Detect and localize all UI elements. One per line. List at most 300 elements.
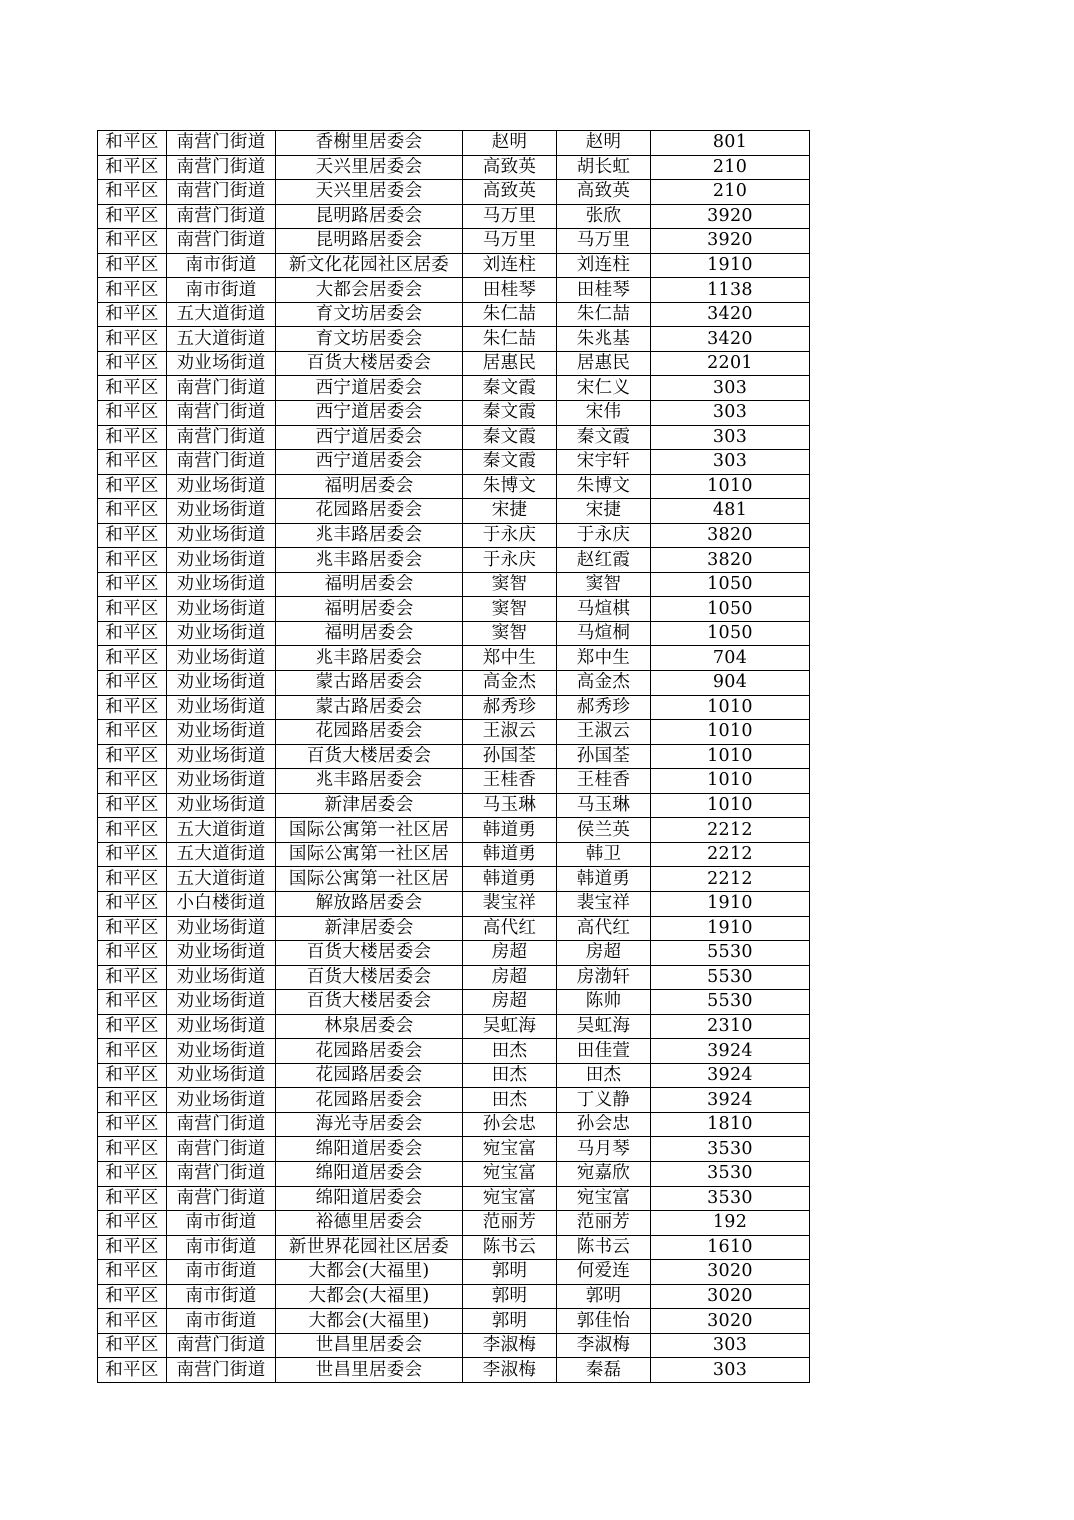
table-row (98, 818, 810, 843)
table-row (98, 769, 810, 794)
household-head-cell: 马万里 (463, 204, 557, 229)
household-head-cell: 朱博文 (463, 474, 557, 499)
household-head-cell: 田杰 (463, 1039, 557, 1064)
household-head-cell: 郭明 (463, 1309, 557, 1334)
community-cell: 昆明路居委会 (276, 229, 463, 254)
community-cell: 福明居委会 (276, 572, 463, 597)
member-name-cell: 孙会忠 (557, 1112, 651, 1137)
street-cell: 南营门街道 (167, 1112, 276, 1137)
table-row (98, 229, 810, 254)
number-cell: 1910 (651, 253, 810, 278)
member-name-cell: 高代红 (557, 916, 651, 941)
street-cell: 劝业场街道 (167, 793, 276, 818)
street-cell: 五大道街道 (167, 818, 276, 843)
district-cell: 和平区 (98, 621, 167, 646)
household-head-cell: 于永庆 (463, 548, 557, 573)
member-name-cell: 王桂香 (557, 769, 651, 794)
number-cell: 3020 (651, 1260, 810, 1285)
member-name-cell: 宋宇轩 (557, 450, 651, 475)
district-cell: 和平区 (98, 229, 167, 254)
street-cell: 南市街道 (167, 253, 276, 278)
district-cell: 和平区 (98, 180, 167, 205)
district-cell: 和平区 (98, 1137, 167, 1162)
number-cell: 303 (651, 425, 810, 450)
number-cell: 5530 (651, 965, 810, 990)
household-head-cell: 裴宝祥 (463, 891, 557, 916)
district-cell: 和平区 (98, 965, 167, 990)
household-head-cell: 韩道勇 (463, 842, 557, 867)
table-row (98, 1161, 810, 1186)
table-row (98, 1088, 810, 1113)
community-cell: 绵阳道居委会 (276, 1161, 463, 1186)
household-head-cell: 宛宝富 (463, 1186, 557, 1211)
household-head-cell: 李淑梅 (463, 1333, 557, 1358)
community-cell: 花园路居委会 (276, 1063, 463, 1088)
district-cell: 和平区 (98, 253, 167, 278)
district-cell: 和平区 (98, 572, 167, 597)
table-row (98, 572, 810, 597)
table-row (98, 474, 810, 499)
street-cell: 劝业场街道 (167, 941, 276, 966)
number-cell: 1010 (651, 695, 810, 720)
number-cell: 3420 (651, 327, 810, 352)
table-row (98, 965, 810, 990)
district-cell: 和平区 (98, 1063, 167, 1088)
household-head-cell: 韩道勇 (463, 818, 557, 843)
district-cell: 和平区 (98, 351, 167, 376)
street-cell: 劝业场街道 (167, 744, 276, 769)
number-cell: 1010 (651, 793, 810, 818)
household-head-cell: 田杰 (463, 1088, 557, 1113)
community-cell: 西宁道居委会 (276, 401, 463, 426)
street-cell: 南市街道 (167, 1211, 276, 1236)
household-head-cell: 居惠民 (463, 351, 557, 376)
street-cell: 劝业场街道 (167, 671, 276, 696)
number-cell: 481 (651, 499, 810, 524)
community-cell: 绵阳道居委会 (276, 1137, 463, 1162)
member-name-cell: 宛嘉欣 (557, 1161, 651, 1186)
street-cell: 劝业场街道 (167, 572, 276, 597)
table-row (98, 548, 810, 573)
number-cell: 1810 (651, 1112, 810, 1137)
number-cell: 3920 (651, 229, 810, 254)
number-cell: 1010 (651, 744, 810, 769)
household-head-cell: 秦文霞 (463, 376, 557, 401)
district-cell: 和平区 (98, 499, 167, 524)
household-head-cell: 孙会忠 (463, 1112, 557, 1137)
table-row (98, 695, 810, 720)
district-cell: 和平区 (98, 891, 167, 916)
street-cell: 南营门街道 (167, 425, 276, 450)
table-row (98, 990, 810, 1015)
number-cell: 1050 (651, 621, 810, 646)
community-cell: 林泉居委会 (276, 1014, 463, 1039)
district-cell: 和平区 (98, 1358, 167, 1383)
street-cell: 劝业场街道 (167, 720, 276, 745)
district-cell: 和平区 (98, 1284, 167, 1309)
number-cell: 3530 (651, 1161, 810, 1186)
community-cell: 国际公寓第一社区居 (276, 867, 463, 892)
member-name-cell: 韩道勇 (557, 867, 651, 892)
member-name-cell: 郝秀珍 (557, 695, 651, 720)
member-name-cell: 李淑梅 (557, 1333, 651, 1358)
member-name-cell: 胡长虹 (557, 155, 651, 180)
street-cell: 南营门街道 (167, 131, 276, 156)
number-cell: 3420 (651, 302, 810, 327)
community-cell: 新津居委会 (276, 916, 463, 941)
community-cell: 育文坊居委会 (276, 302, 463, 327)
number-cell: 1910 (651, 916, 810, 941)
table-row (98, 1309, 810, 1334)
number-cell: 2201 (651, 351, 810, 376)
street-cell: 南营门街道 (167, 180, 276, 205)
community-cell: 新津居委会 (276, 793, 463, 818)
community-cell: 世昌里居委会 (276, 1358, 463, 1383)
member-name-cell: 田桂琴 (557, 278, 651, 303)
member-name-cell: 马煊桐 (557, 621, 651, 646)
district-cell: 和平区 (98, 548, 167, 573)
member-name-cell: 郭明 (557, 1284, 651, 1309)
street-cell: 南营门街道 (167, 155, 276, 180)
household-head-cell: 窦智 (463, 621, 557, 646)
street-cell: 劝业场街道 (167, 916, 276, 941)
number-cell: 303 (651, 450, 810, 475)
community-cell: 花园路居委会 (276, 499, 463, 524)
community-cell: 大都会(大福里) (276, 1309, 463, 1334)
member-name-cell: 陈书云 (557, 1235, 651, 1260)
table-body (98, 131, 810, 1383)
street-cell: 南市街道 (167, 1284, 276, 1309)
number-cell: 1010 (651, 474, 810, 499)
district-cell: 和平区 (98, 1333, 167, 1358)
table-row (98, 499, 810, 524)
street-cell: 南营门街道 (167, 229, 276, 254)
street-cell: 南营门街道 (167, 1161, 276, 1186)
household-head-cell: 窦智 (463, 597, 557, 622)
community-cell: 裕德里居委会 (276, 1211, 463, 1236)
member-name-cell: 窦智 (557, 572, 651, 597)
street-cell: 劝业场街道 (167, 1039, 276, 1064)
community-cell: 天兴里居委会 (276, 155, 463, 180)
member-name-cell: 房渤轩 (557, 965, 651, 990)
table-row (98, 1014, 810, 1039)
street-cell: 劝业场街道 (167, 990, 276, 1015)
member-name-cell: 陈帅 (557, 990, 651, 1015)
district-cell: 和平区 (98, 1161, 167, 1186)
community-cell: 新文化花园社区居委 (276, 253, 463, 278)
household-head-cell: 马万里 (463, 229, 557, 254)
district-cell: 和平区 (98, 818, 167, 843)
member-name-cell: 郭佳怡 (557, 1309, 651, 1334)
community-cell: 花园路居委会 (276, 1039, 463, 1064)
table-row (98, 131, 810, 156)
community-cell: 百货大楼居委会 (276, 965, 463, 990)
member-name-cell: 宋捷 (557, 499, 651, 524)
table-row (98, 1211, 810, 1236)
district-cell: 和平区 (98, 695, 167, 720)
household-head-cell: 秦文霞 (463, 450, 557, 475)
community-cell: 解放路居委会 (276, 891, 463, 916)
member-name-cell: 马玉琳 (557, 793, 651, 818)
number-cell: 801 (651, 131, 810, 156)
table-row (98, 744, 810, 769)
district-cell: 和平区 (98, 1235, 167, 1260)
table-row (98, 523, 810, 548)
district-cell: 和平区 (98, 155, 167, 180)
member-name-cell: 赵明 (557, 131, 651, 156)
street-cell: 劝业场街道 (167, 351, 276, 376)
number-cell: 1050 (651, 597, 810, 622)
household-head-cell: 高致英 (463, 155, 557, 180)
member-name-cell: 高金杰 (557, 671, 651, 696)
community-cell: 蒙古路居委会 (276, 695, 463, 720)
community-cell: 育文坊居委会 (276, 327, 463, 352)
street-cell: 劝业场街道 (167, 597, 276, 622)
community-cell: 蒙古路居委会 (276, 671, 463, 696)
number-cell: 3530 (651, 1137, 810, 1162)
member-name-cell: 朱兆基 (557, 327, 651, 352)
number-cell: 3820 (651, 548, 810, 573)
member-name-cell: 丁义静 (557, 1088, 651, 1113)
community-cell: 兆丰路居委会 (276, 646, 463, 671)
table-row (98, 278, 810, 303)
household-head-cell: 刘连柱 (463, 253, 557, 278)
table-row (98, 450, 810, 475)
number-cell: 303 (651, 401, 810, 426)
member-name-cell: 裴宝祥 (557, 891, 651, 916)
table-row (98, 842, 810, 867)
district-cell: 和平区 (98, 1211, 167, 1236)
member-name-cell: 高致英 (557, 180, 651, 205)
community-cell: 百货大楼居委会 (276, 744, 463, 769)
table-row (98, 1137, 810, 1162)
number-cell: 2212 (651, 842, 810, 867)
number-cell: 1610 (651, 1235, 810, 1260)
district-cell: 和平区 (98, 671, 167, 696)
street-cell: 南营门街道 (167, 1186, 276, 1211)
table-row (98, 793, 810, 818)
number-cell: 2212 (651, 867, 810, 892)
member-name-cell: 孙国荃 (557, 744, 651, 769)
number-cell: 904 (651, 671, 810, 696)
household-head-cell: 王淑云 (463, 720, 557, 745)
member-name-cell: 马万里 (557, 229, 651, 254)
number-cell: 3920 (651, 204, 810, 229)
street-cell: 南市街道 (167, 1309, 276, 1334)
table-row (98, 327, 810, 352)
district-cell: 和平区 (98, 916, 167, 941)
district-cell: 和平区 (98, 990, 167, 1015)
street-cell: 劝业场街道 (167, 1014, 276, 1039)
table-row (98, 425, 810, 450)
street-cell: 南营门街道 (167, 1137, 276, 1162)
member-name-cell: 秦磊 (557, 1358, 651, 1383)
community-cell: 天兴里居委会 (276, 180, 463, 205)
district-cell: 和平区 (98, 450, 167, 475)
community-cell: 兆丰路居委会 (276, 548, 463, 573)
household-head-cell: 朱仁喆 (463, 327, 557, 352)
household-head-cell: 高金杰 (463, 671, 557, 696)
district-cell: 和平区 (98, 597, 167, 622)
number-cell: 1910 (651, 891, 810, 916)
number-cell: 210 (651, 180, 810, 205)
district-cell: 和平区 (98, 1186, 167, 1211)
district-cell: 和平区 (98, 1260, 167, 1285)
district-cell: 和平区 (98, 720, 167, 745)
community-cell: 国际公寓第一社区居 (276, 842, 463, 867)
street-cell: 南市街道 (167, 1235, 276, 1260)
street-cell: 南营门街道 (167, 450, 276, 475)
street-cell: 五大道街道 (167, 302, 276, 327)
household-head-cell: 陈书云 (463, 1235, 557, 1260)
household-head-cell: 高致英 (463, 180, 557, 205)
district-cell: 和平区 (98, 1112, 167, 1137)
street-cell: 小白楼街道 (167, 891, 276, 916)
district-cell: 和平区 (98, 744, 167, 769)
district-cell: 和平区 (98, 474, 167, 499)
member-name-cell: 韩卫 (557, 842, 651, 867)
district-cell: 和平区 (98, 376, 167, 401)
community-cell: 花园路居委会 (276, 1088, 463, 1113)
table-row (98, 1186, 810, 1211)
number-cell: 3924 (651, 1039, 810, 1064)
household-head-cell: 房超 (463, 965, 557, 990)
community-cell: 西宁道居委会 (276, 376, 463, 401)
street-cell: 南营门街道 (167, 376, 276, 401)
household-head-cell: 郭明 (463, 1260, 557, 1285)
district-cell: 和平区 (98, 523, 167, 548)
district-cell: 和平区 (98, 1039, 167, 1064)
street-cell: 劝业场街道 (167, 646, 276, 671)
community-cell: 新世界花园社区居委 (276, 1235, 463, 1260)
table-row (98, 253, 810, 278)
community-cell: 大都会居委会 (276, 278, 463, 303)
household-head-cell: 窦智 (463, 572, 557, 597)
household-head-cell: 郑中生 (463, 646, 557, 671)
table-row (98, 1260, 810, 1285)
street-cell: 劝业场街道 (167, 965, 276, 990)
street-cell: 五大道街道 (167, 867, 276, 892)
table-row (98, 1358, 810, 1383)
number-cell: 704 (651, 646, 810, 671)
household-head-cell: 郭明 (463, 1284, 557, 1309)
street-cell: 劝业场街道 (167, 523, 276, 548)
street-cell: 劝业场街道 (167, 474, 276, 499)
district-cell: 和平区 (98, 842, 167, 867)
table-row (98, 155, 810, 180)
community-cell: 绵阳道居委会 (276, 1186, 463, 1211)
member-name-cell: 刘连柱 (557, 253, 651, 278)
street-cell: 劝业场街道 (167, 1063, 276, 1088)
community-cell: 百货大楼居委会 (276, 941, 463, 966)
household-head-cell: 赵明 (463, 131, 557, 156)
household-head-cell: 宛宝富 (463, 1137, 557, 1162)
table-row (98, 1333, 810, 1358)
community-cell: 昆明路居委会 (276, 204, 463, 229)
street-cell: 劝业场街道 (167, 548, 276, 573)
community-cell: 西宁道居委会 (276, 425, 463, 450)
number-cell: 303 (651, 376, 810, 401)
number-cell: 3020 (651, 1309, 810, 1334)
member-name-cell: 宋伟 (557, 401, 651, 426)
district-cell: 和平区 (98, 769, 167, 794)
street-cell: 南营门街道 (167, 1333, 276, 1358)
number-cell: 3924 (651, 1063, 810, 1088)
household-head-cell: 高代红 (463, 916, 557, 941)
district-cell: 和平区 (98, 131, 167, 156)
member-name-cell: 朱博文 (557, 474, 651, 499)
number-cell: 1010 (651, 720, 810, 745)
table-row (98, 351, 810, 376)
street-cell: 劝业场街道 (167, 1088, 276, 1113)
street-cell: 劝业场街道 (167, 769, 276, 794)
member-name-cell: 田杰 (557, 1063, 651, 1088)
table-row (98, 916, 810, 941)
member-name-cell: 范丽芳 (557, 1211, 651, 1236)
member-name-cell: 于永庆 (557, 523, 651, 548)
table-row (98, 376, 810, 401)
district-cell: 和平区 (98, 1014, 167, 1039)
number-cell: 303 (651, 1358, 810, 1383)
street-cell: 五大道街道 (167, 327, 276, 352)
district-cell: 和平区 (98, 425, 167, 450)
table-row (98, 204, 810, 229)
community-cell: 福明居委会 (276, 597, 463, 622)
district-cell: 和平区 (98, 401, 167, 426)
member-name-cell: 侯兰英 (557, 818, 651, 843)
member-name-cell: 马煊棋 (557, 597, 651, 622)
table-row (98, 401, 810, 426)
household-head-cell: 马玉琳 (463, 793, 557, 818)
district-cell: 和平区 (98, 867, 167, 892)
number-cell: 210 (651, 155, 810, 180)
table-row (98, 302, 810, 327)
table-row (98, 867, 810, 892)
member-name-cell: 朱仁喆 (557, 302, 651, 327)
community-cell: 大都会(大福里) (276, 1284, 463, 1309)
district-cell: 和平区 (98, 793, 167, 818)
table-row (98, 646, 810, 671)
table-row (98, 1284, 810, 1309)
household-head-cell: 秦文霞 (463, 425, 557, 450)
member-name-cell: 吴虹海 (557, 1014, 651, 1039)
household-head-cell: 韩道勇 (463, 867, 557, 892)
household-head-cell: 于永庆 (463, 523, 557, 548)
household-head-cell: 郝秀珍 (463, 695, 557, 720)
community-cell: 福明居委会 (276, 474, 463, 499)
community-cell: 海光寺居委会 (276, 1112, 463, 1137)
number-cell: 3020 (651, 1284, 810, 1309)
household-head-cell: 房超 (463, 941, 557, 966)
member-name-cell: 郑中生 (557, 646, 651, 671)
district-cell: 和平区 (98, 327, 167, 352)
number-cell: 1138 (651, 278, 810, 303)
household-head-cell: 房超 (463, 990, 557, 1015)
household-head-cell: 田杰 (463, 1063, 557, 1088)
district-cell: 和平区 (98, 941, 167, 966)
street-cell: 南营门街道 (167, 1358, 276, 1383)
household-head-cell: 秦文霞 (463, 401, 557, 426)
table-row (98, 180, 810, 205)
district-cell: 和平区 (98, 646, 167, 671)
district-cell: 和平区 (98, 204, 167, 229)
number-cell: 5530 (651, 990, 810, 1015)
table-row (98, 1039, 810, 1064)
street-cell: 南市街道 (167, 278, 276, 303)
table-row (98, 1063, 810, 1088)
district-cell: 和平区 (98, 278, 167, 303)
member-name-cell: 何爱连 (557, 1260, 651, 1285)
